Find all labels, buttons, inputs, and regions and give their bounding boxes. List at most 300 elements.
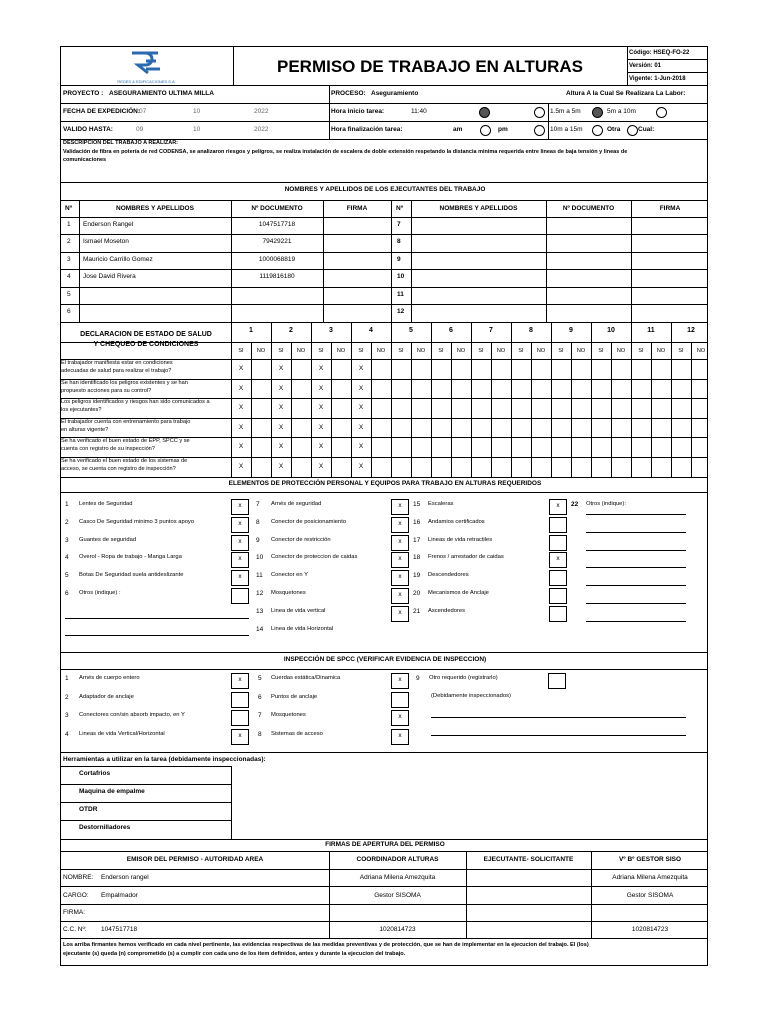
epp-check-mark: x xyxy=(556,555,560,563)
spcc-other-line xyxy=(431,735,686,736)
health-col-divider xyxy=(671,322,672,477)
epp-check-mark: x xyxy=(398,502,402,509)
coord-cargo: Gestor SISOMA xyxy=(374,892,421,899)
epp-other-line xyxy=(586,550,686,551)
workers-h-no2: Nº xyxy=(396,205,404,212)
altura-opt3-radio[interactable] xyxy=(592,125,603,136)
health-check-mark: X xyxy=(278,443,284,450)
health-question-line2: en alturas vigente? xyxy=(61,426,109,433)
epp-number: 6 xyxy=(65,590,69,597)
epp-number: 10 xyxy=(256,554,264,562)
spcc-item-label: Arnés de cuerpo entero xyxy=(79,675,140,681)
health-worker-number: 3 xyxy=(329,327,333,334)
sign-h2: COORDINADOR ALTURAS xyxy=(356,856,439,863)
firma-label: FIRMA: xyxy=(63,909,86,916)
epp-item-label: Otros (indique): xyxy=(586,501,626,507)
hora-inicio-value: 11:40 xyxy=(411,108,427,115)
spcc-check-mark: x xyxy=(398,713,402,720)
spcc-number: 4 xyxy=(65,730,69,738)
epp-other-line xyxy=(586,532,686,533)
pm-radio[interactable] xyxy=(534,125,545,136)
epp-item-label: Otros (indique) : xyxy=(79,590,121,596)
epp-other-line xyxy=(586,567,686,568)
health-check-mark: X xyxy=(358,462,364,470)
altura-opt1: 1.5m a 5m xyxy=(550,108,581,115)
altura-opt2-radio[interactable] xyxy=(592,107,603,118)
epp-item-label: Conector en Y xyxy=(271,572,308,579)
worker-row-number-right: 7 xyxy=(397,221,401,228)
epp-other-line xyxy=(586,585,686,586)
worker-row-name: Ismael Moseton xyxy=(83,238,129,245)
hora-inicio-label: Hora inicio tarea: xyxy=(331,108,385,115)
fecha-day: 07 xyxy=(139,108,147,115)
health-col-divider xyxy=(271,322,272,477)
footer-line2: ejecutante (s) queda (n) comprometido (s) a cumplir con cada uno de los item definidos, antes y durante la ejecucion del trabajo. xyxy=(63,951,406,957)
epp-number: 3 xyxy=(65,536,69,544)
workers-h-doc: Nº DOCUMENTO xyxy=(251,205,303,212)
health-worker-number: 9 xyxy=(569,327,573,334)
health-worker-number: 2 xyxy=(289,327,293,334)
health-question-line2: los ejecutantes? xyxy=(61,407,102,413)
epp-item-label: Overol - Ropa de trabajo - Manga Larga xyxy=(79,554,182,561)
health-question-line2: adecuadas de salud para realizar el trabajo? xyxy=(61,368,172,374)
epp-number: 8 xyxy=(256,518,260,526)
health-si-header: SI xyxy=(598,348,604,354)
health-si-header: SI xyxy=(478,348,484,354)
health-check-mark: X xyxy=(238,462,244,470)
worker-row-number: 6 xyxy=(67,308,71,315)
workers-h-name: NOMBRES Y APELLIDOS xyxy=(116,205,194,212)
row-divider xyxy=(61,252,707,253)
epp-title: ELEMENTOS DE PROTECCIÓN PERSONAL Y EQUIPOS PARA TRABAJO EN ALTURAS REQUERIDOS xyxy=(228,480,542,487)
health-check-mark: X xyxy=(278,404,284,411)
cual-label: Cual: xyxy=(638,126,655,133)
health-check-mark: X xyxy=(318,462,324,470)
health-check-mark: X xyxy=(318,423,324,431)
health-check-mark: X xyxy=(278,423,284,431)
spcc-checkbox[interactable] xyxy=(548,673,566,689)
health-title-2: Y CHEQUEO DE CONDICIONES xyxy=(93,341,199,348)
form-title: PERMISO DE TRABAJO EN ALTURAS xyxy=(276,57,584,76)
health-si-header: SI xyxy=(318,348,324,354)
epp-item-label: Mecanismos de Anclaje xyxy=(428,590,489,596)
health-check-mark: X xyxy=(278,365,284,372)
health-worker-number: 10 xyxy=(607,327,615,334)
health-question-line2: cuenta con registro de su inspección? xyxy=(61,446,155,452)
tools-row-line xyxy=(61,802,231,803)
epp-check-mark: x xyxy=(398,537,402,545)
health-col-divider xyxy=(311,322,312,477)
health-no-header: NO xyxy=(696,348,706,354)
health-col-divider xyxy=(371,342,372,477)
spcc-number: 6 xyxy=(258,693,262,701)
epp-item-label: Mosquetones xyxy=(271,590,306,596)
epp-check-mark: x xyxy=(398,555,402,563)
health-col-divider xyxy=(231,322,232,477)
spcc-item-label: Puntos de anclaje xyxy=(271,693,318,700)
health-no-header: NO xyxy=(576,348,586,354)
spcc-item-label: Mosquetones xyxy=(271,712,306,718)
epp-check-mark: x xyxy=(238,537,242,545)
health-check-mark: X xyxy=(318,365,324,372)
health-question-line1: El trabajador manifiesta estar en condiciones xyxy=(61,360,173,366)
health-question-line1: Se han identificado los peligros existentes y se han xyxy=(61,379,188,386)
sign-title: FIRMAS DE APERTURA DEL PERMISO xyxy=(325,841,445,848)
health-col-divider xyxy=(331,342,332,477)
altura-label: Altura A la Cual Se Realizara La Labor: xyxy=(566,90,686,97)
epp-check-mark: x xyxy=(238,573,242,581)
health-no-header: NO xyxy=(256,348,266,354)
tools-row-line xyxy=(61,784,231,785)
health-no-header: NO xyxy=(336,348,346,354)
spcc-checkbox[interactable] xyxy=(231,692,249,708)
spcc-title: INSPECCIÓN DE SPCC (VERIFICAR EVIDENCIA DE INSPECCION) xyxy=(283,656,487,663)
spcc-check-mark: x xyxy=(398,676,402,683)
epp-item-label: Botas De Seguridad suela antideslizante xyxy=(79,572,184,579)
siso-cargo: Gestor SISOMA xyxy=(626,892,674,899)
health-si-header: SI xyxy=(518,348,524,354)
epp-item-label: Casco De Seguridad minimo 3 puntos apoyo xyxy=(79,518,195,525)
epp-number: 11 xyxy=(256,572,263,580)
health-check-mark: X xyxy=(238,443,244,450)
health-check-mark: X xyxy=(238,365,244,372)
workers-h-no: Nº xyxy=(65,205,73,212)
nombre-value: Enderson rangel xyxy=(101,874,149,881)
epp-check-mark: x xyxy=(238,502,242,509)
health-check-mark: X xyxy=(238,384,244,392)
workers-h-doc2: Nº DOCUMENTO xyxy=(562,205,615,212)
epp-item-label: Ascendedores xyxy=(428,607,466,614)
altura-opt4-radio[interactable] xyxy=(627,125,638,136)
epp-number: 21 xyxy=(413,607,421,615)
nombre-label: NOMBRE: xyxy=(63,874,94,881)
proyecto-label: PROYECTO : xyxy=(63,90,104,97)
spcc-number: 1 xyxy=(65,675,69,682)
health-si-header: SI xyxy=(278,348,284,354)
health-col-divider xyxy=(491,342,492,477)
health-question-line1: Los peligros identificados y riesgos han sido comunicados a xyxy=(61,399,210,405)
worker-row-number: 5 xyxy=(67,291,71,298)
tool-item: Maquina de empalme xyxy=(79,788,145,795)
coord-cc: 1020814723 xyxy=(379,926,416,933)
am-radio[interactable] xyxy=(480,125,491,136)
spcc-check-mark: x xyxy=(398,731,402,739)
epp-item-label: Linea de vida Horizontal xyxy=(271,625,334,632)
tool-item: Destornilladores xyxy=(79,824,131,831)
fecha-year: 2022 xyxy=(254,108,269,115)
health-si-header: SI xyxy=(398,348,404,354)
health-col-divider xyxy=(631,322,632,477)
altura-extra-radio[interactable] xyxy=(656,107,667,118)
epp-checkbox[interactable] xyxy=(549,570,567,586)
health-col-divider xyxy=(411,342,412,477)
desc-label: DESCRIPCIÓN DEL TRABAJO A REALIZAR: xyxy=(63,140,178,146)
coord-nombre: Adriana Milena Amezquita xyxy=(359,874,436,881)
siso-nombre: Adriana Milena Amezquita xyxy=(612,874,688,881)
spcc-checkbox[interactable] xyxy=(231,710,249,726)
epp-number: 20 xyxy=(413,590,421,597)
epp-number: 22 xyxy=(571,501,579,508)
epp-checkbox[interactable] xyxy=(549,588,567,604)
spcc-check-mark: x xyxy=(238,731,242,739)
row-divider xyxy=(61,304,707,305)
health-si-header: SI xyxy=(438,348,444,354)
altura-opt3: 10m a 15m xyxy=(550,126,583,133)
worker-row-number-right: 9 xyxy=(397,256,401,263)
worker-row-number: 3 xyxy=(67,256,71,263)
health-no-header: NO xyxy=(296,348,306,354)
epp-number: 19 xyxy=(413,572,421,580)
epp-other-line xyxy=(586,514,686,515)
epp-check-mark: x xyxy=(398,591,402,598)
health-col-divider xyxy=(471,322,472,477)
tools-row-line xyxy=(61,766,231,767)
epp-number: 5 xyxy=(65,572,69,580)
health-check-mark: X xyxy=(318,404,324,411)
workers-h-firma: FIRMA xyxy=(346,205,368,212)
epp-item-label: Lentes de Seguridad xyxy=(79,501,133,507)
tool-item: OTDR xyxy=(79,806,98,813)
health-no-header: NO xyxy=(656,348,666,354)
epp-item-label: Conector de posicionamiento xyxy=(271,518,347,525)
epp-number: 17 xyxy=(413,536,421,544)
sign-h4: Vº Bº GESTOR SISO xyxy=(618,856,682,863)
health-check-mark: X xyxy=(278,384,284,392)
tool-item: Cortafrios xyxy=(79,770,111,777)
epp-number: 15 xyxy=(413,501,421,508)
spcc-number: 3 xyxy=(65,712,69,719)
worker-row-number: 2 xyxy=(67,238,71,245)
health-no-header: NO xyxy=(536,348,546,354)
worker-row-doc: 79429221 xyxy=(262,238,292,245)
cargo-label: CARGO: xyxy=(63,892,89,899)
health-col-divider xyxy=(691,342,692,477)
epp-item-label: Andamios certificados xyxy=(428,518,485,525)
health-si-header: SI xyxy=(558,348,564,354)
permit-form xyxy=(60,46,708,966)
health-check-mark: X xyxy=(358,443,364,450)
epp-check-mark: x xyxy=(398,608,402,616)
spcc-item-label: Cuerdas estática/Dinamica xyxy=(271,675,341,681)
health-worker-number: 4 xyxy=(369,327,373,334)
spcc-item-label: Sistemas de acceso xyxy=(271,730,323,737)
hora-inicio-radio[interactable] xyxy=(479,107,490,118)
epp-other-line xyxy=(586,603,686,604)
health-col-divider xyxy=(611,342,612,477)
epp-number: 4 xyxy=(65,554,69,562)
health-check-mark: X xyxy=(238,423,244,431)
health-question-line2: propuesto acciones para su control? xyxy=(61,387,152,394)
health-si-header: SI xyxy=(678,348,684,354)
logo-text: REDES & EDIFICACIONES S.A xyxy=(117,79,175,84)
health-col-divider xyxy=(451,342,452,477)
cc-label: C.C. Nº: xyxy=(63,926,87,933)
health-worker-number: 6 xyxy=(449,327,453,334)
hora-fin-label: Hora finalización tarea: xyxy=(331,126,403,133)
valido-day: 09 xyxy=(136,126,144,133)
cargo-value: Empalmador xyxy=(101,892,138,899)
altura-opt4: Otra xyxy=(607,126,621,133)
spcc-item-label: Adaptador de anclaje xyxy=(79,693,134,700)
worker-row-number: 1 xyxy=(67,221,71,228)
row-divider xyxy=(61,287,707,288)
epp-check-mark: x xyxy=(398,519,402,527)
health-check-mark: X xyxy=(358,365,364,372)
epp-number: 2 xyxy=(65,518,69,526)
desc-line1: Validación de fibra en potería de red CODENSA, se analizaron riesgos y peligros, se realiza instalación de escalera de doble extensión respetando la distancia minima requerida entre lineas de baja tensión y lineas de xyxy=(63,149,628,155)
spcc-item-label: Conectores con/sin absorb impacto, en Y xyxy=(79,712,185,718)
valido-year: 2022 xyxy=(254,126,269,133)
health-col-divider xyxy=(251,342,252,477)
spcc-number: 5 xyxy=(258,675,262,682)
worker-row-number-right: 8 xyxy=(397,238,401,245)
epp-item-label: Arnés de seguridad xyxy=(271,501,322,507)
worker-row-name: Enderson Rangel xyxy=(83,221,134,228)
workers-h-firma2: FIRMA xyxy=(659,205,681,212)
health-check-mark: X xyxy=(318,443,324,450)
spcc-item-label: Lineas de vida Vertical/Horizontal xyxy=(79,730,165,737)
spcc-item-label: (Debidamente inspeccionados) xyxy=(431,693,511,699)
epp-item-label: Escaleras xyxy=(428,501,454,507)
epp-number: 1 xyxy=(65,501,69,508)
epp-checkbox[interactable] xyxy=(549,606,567,622)
spcc-other-line xyxy=(431,717,686,718)
form-code: Código: HSEQ-FO-22 xyxy=(629,50,690,56)
epp-number: 14 xyxy=(256,625,264,633)
siso-cc: 1020814723 xyxy=(631,926,669,933)
epp-number: 12 xyxy=(256,590,264,597)
valido-label: VALIDO HASTA: xyxy=(63,126,113,133)
health-col-divider xyxy=(591,322,592,477)
health-check-mark: X xyxy=(278,462,284,470)
tools-row-line xyxy=(61,820,231,821)
health-worker-number: 7 xyxy=(489,327,493,334)
epp-other-line xyxy=(586,621,686,622)
worker-row-number: 4 xyxy=(67,273,71,280)
health-si-header: SI xyxy=(358,348,364,354)
spcc-number: 2 xyxy=(65,693,69,701)
health-col-divider xyxy=(511,322,512,477)
fecha-month: 10 xyxy=(193,108,201,115)
health-col-divider xyxy=(351,322,352,477)
proceso-label: PROCESO: xyxy=(331,90,366,97)
am-label: am xyxy=(453,126,463,133)
health-col-divider xyxy=(531,342,532,477)
epp-check-mark: x xyxy=(238,555,242,563)
health-question-line1: El trabajador cuenta con entrenamiento para trabajo xyxy=(61,418,191,425)
row-divider xyxy=(61,269,707,270)
cc-value: 1047517718 xyxy=(101,926,138,933)
spcc-checkbox[interactable] xyxy=(391,692,409,708)
health-check-mark: X xyxy=(358,404,364,411)
worker-row-doc: 1000068819 xyxy=(258,256,296,263)
epp-item-label: Lineas de vida retractiles xyxy=(428,536,493,543)
health-no-header: NO xyxy=(416,348,426,354)
company-logo xyxy=(116,49,176,83)
epp-item-label: Frenos / arrestador de caidas xyxy=(428,554,504,561)
epp-other-line xyxy=(65,618,249,619)
sign-h3: EJECUTANTE- SOLICITANTE xyxy=(483,856,574,863)
tools-title: Herramientas a utilizar en la tarea (debidamente inspeccionadas): xyxy=(63,756,266,763)
proceso-value: Aseguramiento xyxy=(371,90,419,97)
worker-row-doc: 1119816180 xyxy=(259,273,295,280)
worker-row-number-right: 12 xyxy=(397,308,405,315)
health-check-mark: X xyxy=(318,384,324,392)
row-divider xyxy=(61,234,707,235)
health-worker-number: 1 xyxy=(249,327,253,334)
form-version: Versión: 01 xyxy=(629,63,662,69)
epp-check-mark: x xyxy=(398,573,402,581)
health-worker-number: 11 xyxy=(647,327,655,334)
epp-item-label: Conector de proteccion de caidas xyxy=(271,554,358,561)
epp-number: 13 xyxy=(256,607,264,615)
health-no-header: NO xyxy=(376,348,386,354)
health-worker-number: 12 xyxy=(687,327,695,334)
spcc-number: 8 xyxy=(258,730,262,738)
worker-row-number-right: 10 xyxy=(397,273,405,280)
footer-line1: Los arriba firmantes hemos verificado en cada nivel pertinente, las evidencias respectivas de las medidas preventivas y de protección, que se han de implementar en la ejecucion del trabajo. El (los) xyxy=(63,942,589,948)
fecha-label: FECHA DE EXPEDICIÓN: xyxy=(63,108,141,115)
tools-col-divider xyxy=(231,766,232,839)
spcc-check-mark: x xyxy=(238,676,242,683)
epp-item-label: Linea de vida vertical xyxy=(271,607,326,614)
health-check-mark: X xyxy=(238,404,244,411)
health-worker-number: 8 xyxy=(529,327,533,334)
epp-item-label: Descendedores xyxy=(428,572,469,579)
health-worker-number: 5 xyxy=(409,327,413,334)
workers-h-name2: NOMBRES Y APELLIDOS xyxy=(439,205,518,212)
epp-checkbox[interactable] xyxy=(549,535,567,551)
epp-number: 16 xyxy=(413,518,421,526)
worker-row-number-right: 11 xyxy=(397,291,404,298)
epp-item-label: Guantes de seguridad xyxy=(79,536,137,543)
desc-line2: comunicaciones xyxy=(63,157,107,163)
health-si-header: SI xyxy=(238,348,244,354)
workers-title: NOMBRES Y APELLIDOS DE LOS EJECUTANTES DEL TRABAJO xyxy=(284,186,486,193)
health-col-divider xyxy=(431,322,432,477)
epp-item-label: Conector de restricción xyxy=(271,536,331,543)
epp-checkbox[interactable] xyxy=(549,517,567,533)
epp-other-line xyxy=(65,635,249,636)
spcc-item-label: Otro requerido (registrarlo) xyxy=(429,675,498,681)
sign-h1: EMISOR DEL PERMISO - AUTORIDAD AREA xyxy=(126,856,264,863)
health-title-1: DECLARACION DE ESTADO DE SALUD xyxy=(80,331,212,338)
epp-check-mark: x xyxy=(556,502,560,509)
spcc-number: 9 xyxy=(416,675,420,682)
health-col-divider xyxy=(651,342,652,477)
health-question-line1: Se ha verificado el buen estado de EPP, SPCC y se xyxy=(61,438,190,444)
valido-month: 10 xyxy=(193,126,201,133)
proyecto-value: ASEGURAMIENTO ULTIMA MILLA xyxy=(109,90,214,97)
form-vigente: Vigente: 1-Jun-2018 xyxy=(629,76,686,82)
epp-number: 18 xyxy=(413,554,421,562)
radio-empty[interactable] xyxy=(534,107,545,118)
health-si-header: SI xyxy=(638,348,644,354)
epp-number: 9 xyxy=(256,536,260,544)
worker-row-name: Jose David Rivera xyxy=(83,273,136,280)
health-no-header: NO xyxy=(496,348,506,354)
epp-checkbox[interactable] xyxy=(231,588,249,604)
health-check-mark: X xyxy=(358,423,364,431)
health-question-line1: Se ha verificado el buen estado de los sistemas de xyxy=(61,457,188,464)
altura-opt2: 5m a 10m xyxy=(607,108,636,115)
health-col-divider xyxy=(571,342,572,477)
health-col-divider xyxy=(551,322,552,477)
pm-label: pm xyxy=(498,126,508,133)
health-question-line2: acceso, se cuenta con registro de inspección? xyxy=(61,465,176,472)
health-no-header: NO xyxy=(616,348,626,354)
epp-number: 7 xyxy=(256,501,260,508)
